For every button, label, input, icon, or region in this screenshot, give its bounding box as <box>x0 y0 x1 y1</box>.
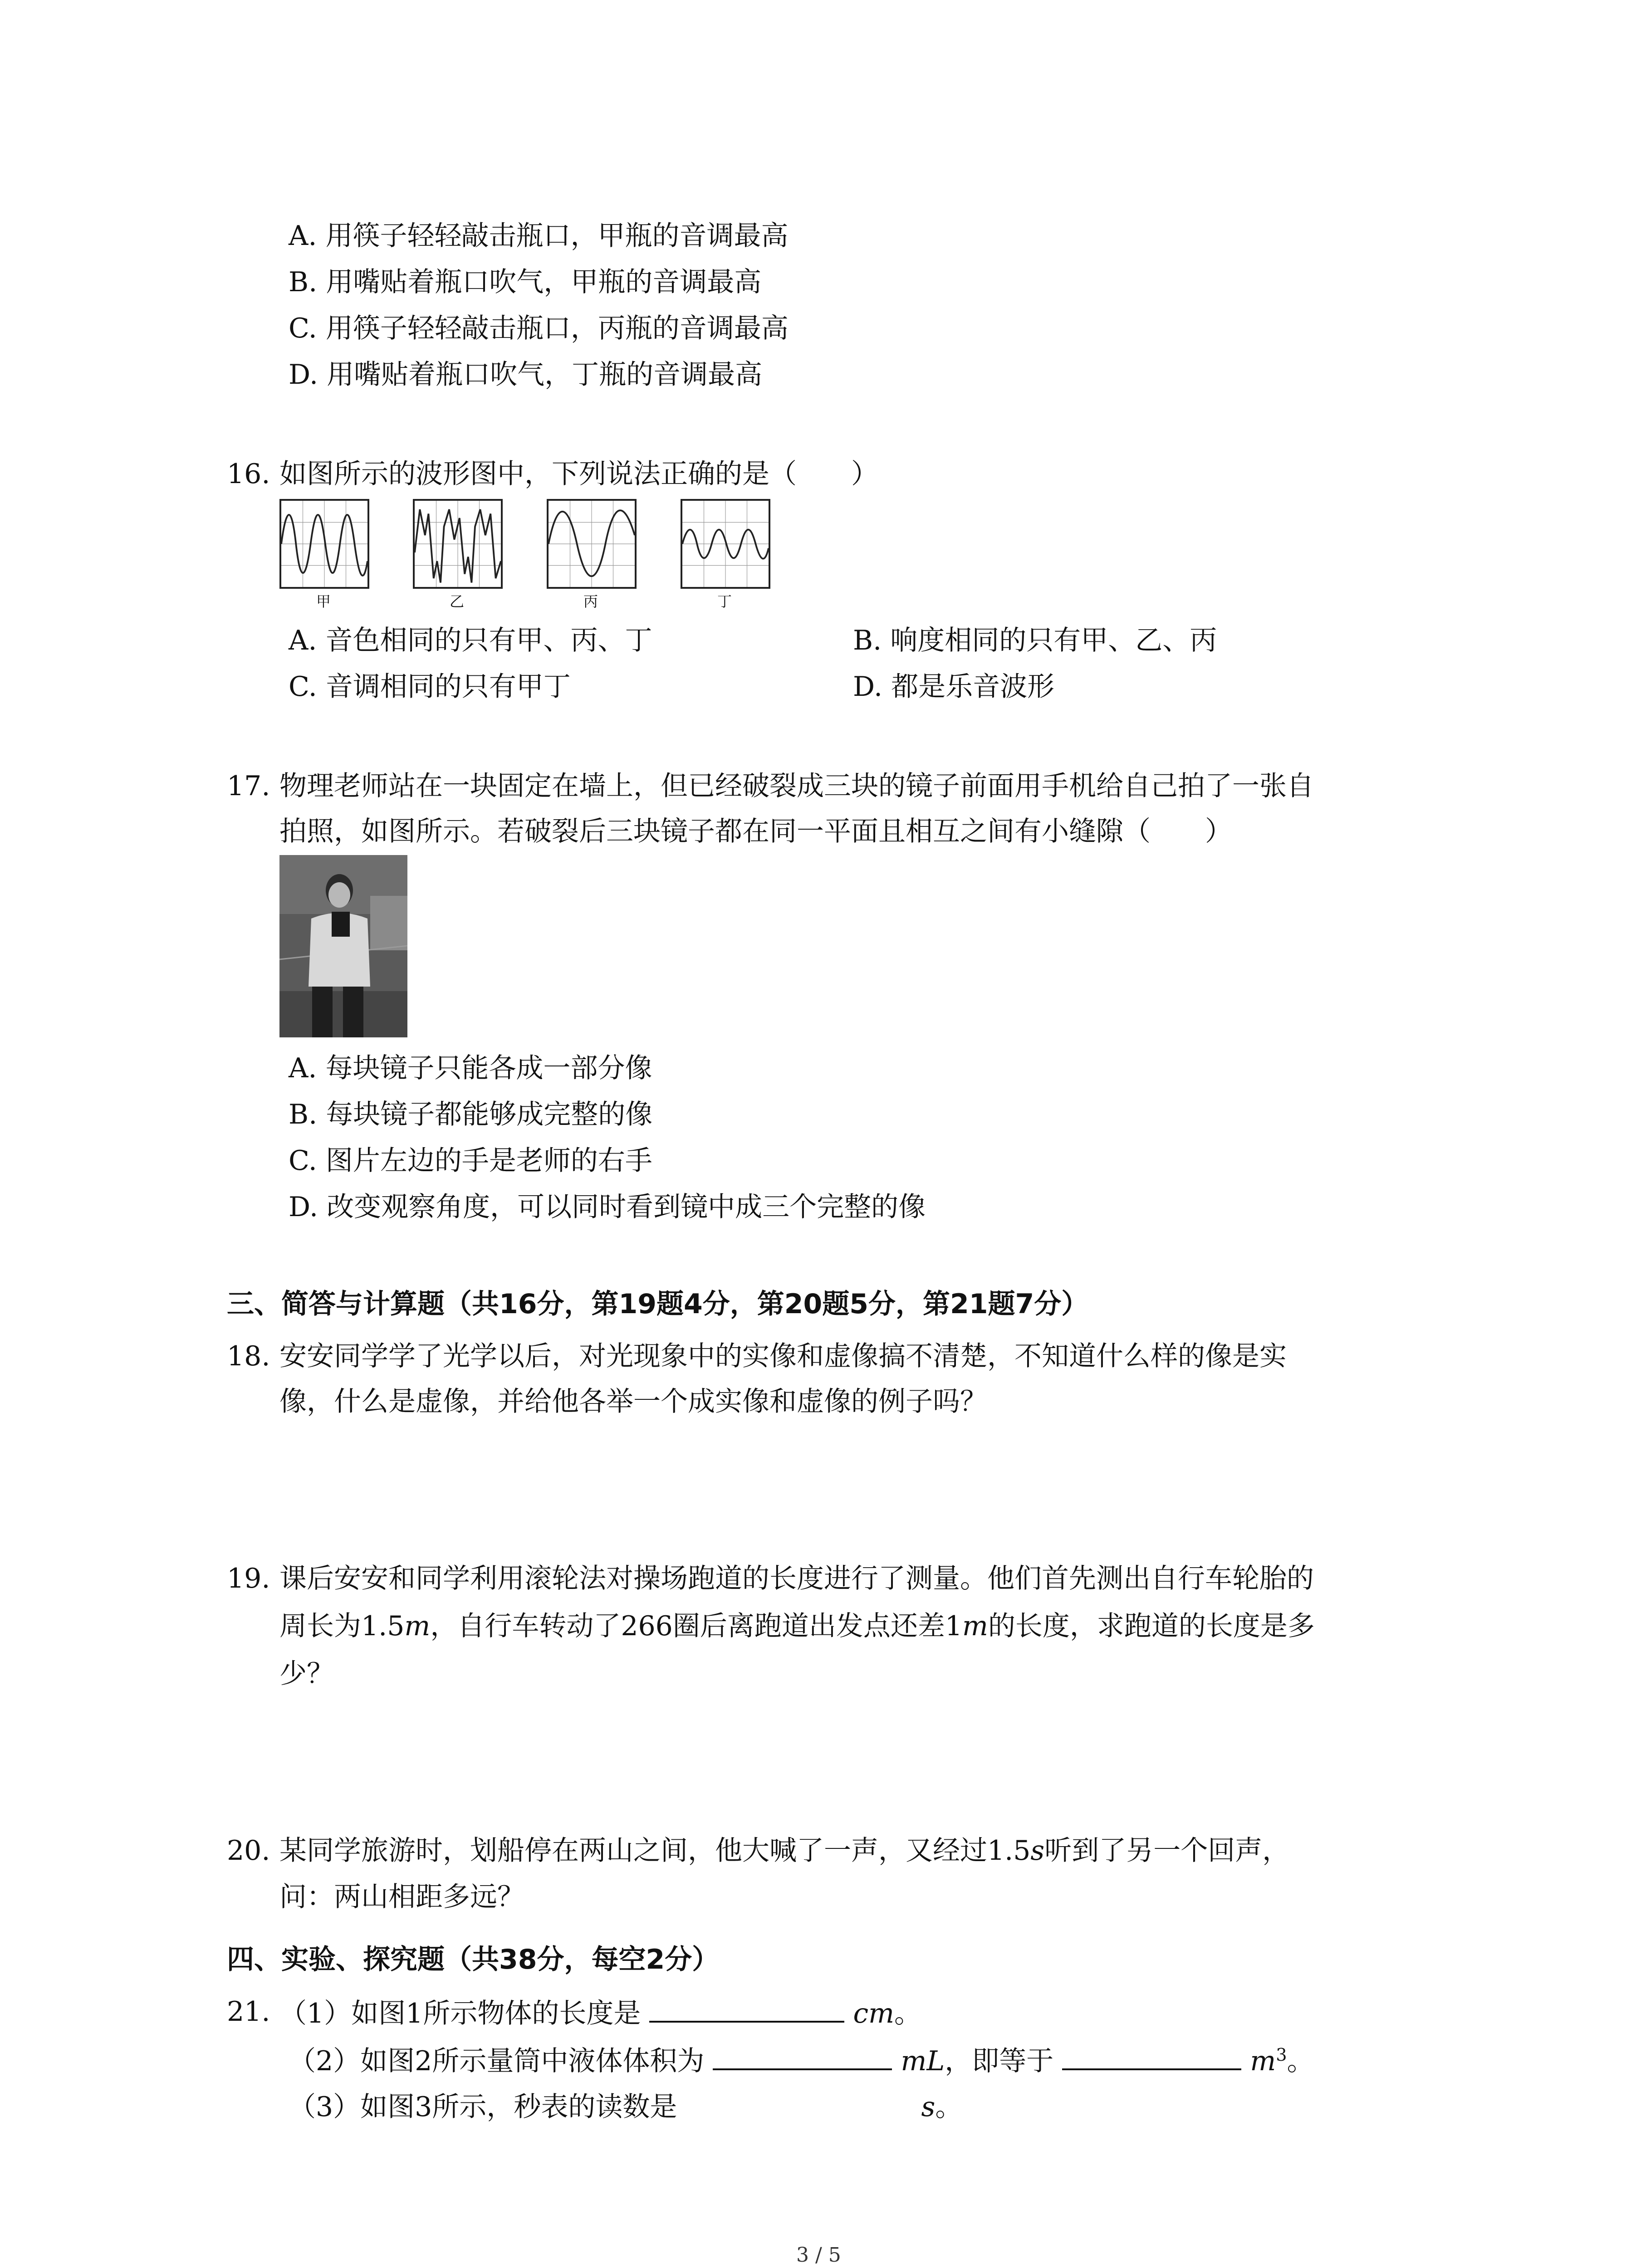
q19-line2-a: 周长为1.5 <box>279 1610 405 1642</box>
waveform-bing <box>547 499 637 589</box>
q21-part2-middle: ，即等于 <box>945 2045 1054 2077</box>
waveform-yi <box>413 499 503 589</box>
waveform-label-bing: 丙 <box>583 593 598 610</box>
waveform-label-yi: 乙 <box>450 593 465 610</box>
q16-option-b: B. 响度相同的只有甲、乙、丙 <box>853 625 1217 656</box>
q21-part1-unit: cm <box>853 1998 895 2029</box>
q19-line2-c: 的长度，求跑道的长度是多 <box>988 1610 1315 1642</box>
q21-part3 <box>289 2093 962 2121</box>
section-4-title: 四、实验、探究题（共38分，每空2分） <box>227 1944 720 1975</box>
q15-option-b: B. 用嘴贴着瓶口吹气，甲瓶的音调最高 <box>289 266 762 298</box>
q16-stem: 如图所示的波形图中，下列说法正确的是（ ） <box>279 458 878 490</box>
q20-line1-b: 听到了另一个回声， <box>1044 1835 1290 1867</box>
q21-part1-text: （1）如图1所示物体的长度是 <box>279 1998 641 2029</box>
q20-unit-s: s <box>1030 1835 1045 1867</box>
q15-option-d: D. 用嘴贴着瓶口吹气，丁瓶的音调最高 <box>289 359 763 391</box>
q21-part3-text: （3）如图3所示，秒表的读数是 <box>289 2091 677 2123</box>
q21-part2-answer-blank-m3[interactable] <box>1062 2046 1241 2070</box>
q19-unit-m2: m <box>962 1610 988 1642</box>
mirror-selfie-photo <box>279 855 407 1037</box>
q17-option-a: A. 每块镜子只能各成一部分像 <box>289 1052 652 1084</box>
q21-part2-unit-ml: mL <box>901 2045 945 2077</box>
q16-number: 16. <box>227 458 270 490</box>
q21-part1-end: 。 <box>894 1998 922 2029</box>
q20-line1 <box>279 1835 1290 1867</box>
waveform-jia <box>279 499 369 589</box>
q15-option-c: C. 用筷子轻轻敲击瓶口，丙瓶的音调最高 <box>289 313 789 344</box>
q16-option-a: A. 音色相同的只有甲、丙、丁 <box>289 625 652 656</box>
q16-option-c: C. 音调相同的只有甲丁 <box>289 671 571 703</box>
q17-stem-line1: 物理老师站在一块固定在墙上，但已经破裂成三块的镜子前面用手机给自己拍了一张自 <box>279 770 1314 802</box>
q17-option-d: D. 改变观察角度，可以同时看到镜中成三个完整的像 <box>289 1191 926 1223</box>
waveform-label-jia: 甲 <box>316 593 331 610</box>
q17-option-c: C. 图片左边的手是老师的右手 <box>289 1145 652 1177</box>
q21-part2-text: （2）如图2所示量筒中液体体积为 <box>289 2045 705 2077</box>
q19-line1: 课后安安和同学利用滚轮法对操场跑道的长度进行了测量。他们首先测出自行车轮胎的 <box>279 1563 1314 1594</box>
q21-part2-end: 。 <box>1287 2045 1314 2077</box>
q19-line3: 少？ <box>279 1658 334 1690</box>
q18-line1: 安安同学学了光学以后，对光现象中的实像和虚像搞不清楚，不知道什么样的像是实 <box>279 1340 1287 1372</box>
q17-option-b: B. 每块镜子都能够成完整的像 <box>289 1099 653 1130</box>
q21-number: 21. <box>227 1996 270 2028</box>
q21-part2-answer-blank-ml[interactable] <box>713 2046 892 2070</box>
q16-option-d: D. 都是乐音波形 <box>853 671 1055 703</box>
q21-part2-unit-m: m <box>1250 2045 1276 2077</box>
q19-line2 <box>279 1610 1315 1642</box>
q17-stem-line2: 拍照，如图所示。若破裂后三块镜子都在同一平面且相互之间有小缝隙（ ） <box>279 816 1232 847</box>
q21-part2 <box>289 2046 1314 2075</box>
waveform-ding <box>681 499 770 589</box>
page-number: 3 / 5 <box>796 2244 841 2267</box>
q19-number: 19. <box>227 1563 270 1594</box>
q19-line2-b: ，自行车转动了266圈后离跑道出发点还差1 <box>430 1610 963 1642</box>
q19-unit-m1: m <box>404 1610 431 1642</box>
q15-option-a: A. 用筷子轻轻敲击瓶口，甲瓶的音调最高 <box>289 220 789 252</box>
q20-line1-a: 某同学旅游时，划船停在两山之间，他大喊了一声，又经过1.5 <box>279 1835 1031 1867</box>
q18-line2: 像，什么是虚像，并给他各举一个成实像和虚像的例子吗？ <box>279 1386 987 1418</box>
q21-part1-answer-blank[interactable] <box>649 1998 844 2023</box>
q20-number: 20. <box>227 1835 270 1867</box>
waveform-label-ding: 丁 <box>717 593 732 610</box>
q17-number: 17. <box>227 770 270 802</box>
section-3-title: 三、简答与计算题（共16分，第19题4分，第20题5分，第21题7分） <box>227 1288 1089 1320</box>
q21-part2-unit-exp: 3 <box>1276 2045 1287 2065</box>
q21-part3-unit: s <box>921 2091 936 2123</box>
q18-number: 18. <box>227 1340 270 1372</box>
q21-part3-end: 。 <box>935 2091 963 2123</box>
q21-part1 <box>279 1998 921 2027</box>
q20-line2: 问：两山相距多远？ <box>279 1881 524 1913</box>
